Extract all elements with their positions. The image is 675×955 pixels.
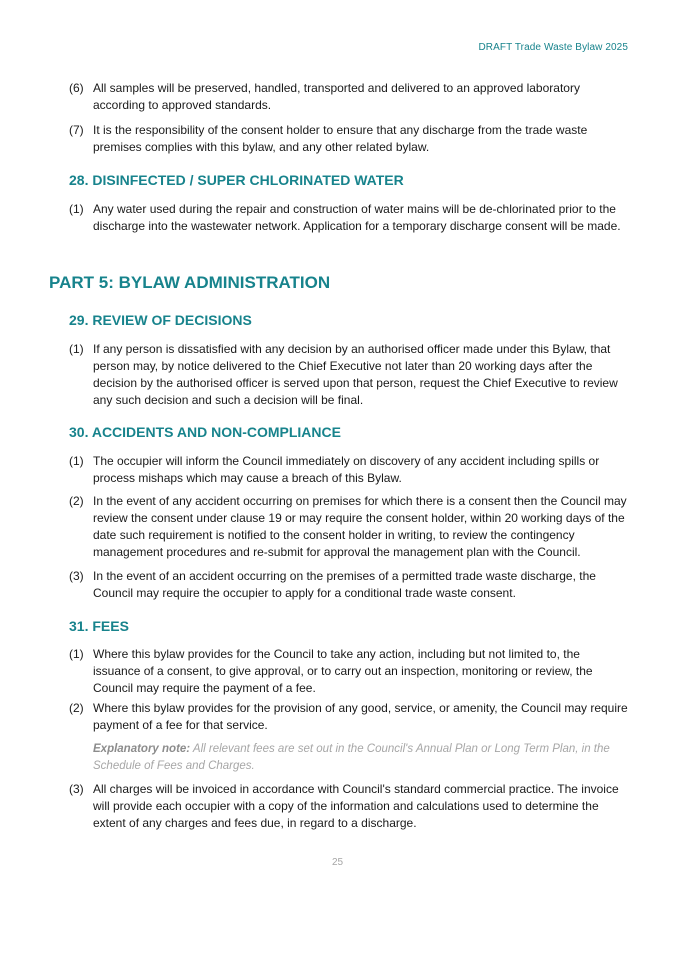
section-28-clause-1 <box>69 201 629 235</box>
running-header: DRAFT Trade Waste Bylaw 2025 <box>478 42 628 53</box>
clause-7 <box>69 122 629 156</box>
clause-text: If any person is dissatisfied with any decision by an authorised officer made under this Bylaw, that person may, by notice delivered to the Chief Executive not later than 20 working days after the decision by the authorised officer is served upon that person, request the Chief Executive to review any such decision and such a decision will be final. <box>93 342 618 407</box>
clause-number: (1) <box>69 342 84 356</box>
clause-number: (6) <box>69 81 84 95</box>
clause-text: In the event of any accident occurring on premises for which there is a consent then the Council may review the consent under clause 19 or may require the consent holder, within 20 working days of the date such requirement is notified to the consent holder in writing, to review the contingency management procedures and re-submit for approval the management plan with the Council. <box>93 494 627 559</box>
clause-number: (3) <box>69 782 84 796</box>
clause-number: (7) <box>69 123 84 137</box>
clause-number: (2) <box>69 494 84 508</box>
clause-number: (1) <box>69 202 84 216</box>
clause-number: (1) <box>69 454 84 468</box>
page-number: 25 <box>331 857 344 868</box>
clause-text: Where this bylaw provides for the Council to take any action, including but not limited to, the issuance of a consent, to give approval, or to carry out an inspection, monitoring or review, the Council may require the payment of a fee. <box>93 647 593 695</box>
clause-text: The occupier will inform the Council immediately on discovery of any accident including spills or process mishaps which may cause a breach of this Bylaw. <box>93 454 600 485</box>
section-31-clause-1 <box>69 646 629 697</box>
section-30-clause-2 <box>69 493 629 561</box>
section-31-title: 31. FEES <box>69 618 129 634</box>
clause-text: It is the responsibility of the consent holder to ensure that any discharge from the trade waste premises complies with this bylaw, and any other related bylaw. <box>93 123 588 154</box>
explanatory-note-label: Explanatory note: <box>93 743 191 755</box>
section-29-clause-1 <box>69 341 629 409</box>
section-30-clause-3 <box>69 568 629 602</box>
explanatory-note <box>93 741 629 775</box>
clause-text: All charges will be invoiced in accordance with Council's standard commercial practice. The invoice will provide each occupier with a copy of the information and calculations used to determine the extent of any charges and fees due, in regard to a discharge. <box>93 782 619 830</box>
clause-number: (2) <box>69 701 84 715</box>
section-30-clause-1 <box>69 453 629 487</box>
section-30-title: 30. ACCIDENTS AND NON-COMPLIANCE <box>69 424 341 440</box>
explanatory-note-text: All relevant fees are set out in the Council's Annual Plan or Long Term Plan, in the Schedule of Fees and Charges. <box>93 743 610 772</box>
clause-text: Any water used during the repair and construction of water mains will be de-chlorinated prior to the discharge into the wastewater network. Application for a temporary discharge consent will be made. <box>93 202 621 233</box>
part-5-title: PART 5: BYLAW ADMINISTRATION <box>49 273 331 292</box>
section-28-title: 28. DISINFECTED / SUPER CHLORINATED WATER <box>69 172 404 188</box>
clause-number: (3) <box>69 569 84 583</box>
section-31-clause-3 <box>69 781 629 832</box>
clause-text: Where this bylaw provides for the provision of any good, service, or amenity, the Council may require payment of a fee for that service. <box>93 701 628 732</box>
clause-text: In the event of an accident occurring on the premises of a permitted trade waste discharge, the Council may require the occupier to apply for a conditional trade waste consent. <box>93 569 596 600</box>
section-31-clause-2 <box>69 700 629 734</box>
clause-text: All samples will be preserved, handled, transported and delivered to an approved laboratory according to approved standards. <box>93 81 580 112</box>
clause-6 <box>69 80 629 114</box>
section-29-title: 29. REVIEW OF DECISIONS <box>69 312 252 328</box>
clause-number: (1) <box>69 647 84 661</box>
